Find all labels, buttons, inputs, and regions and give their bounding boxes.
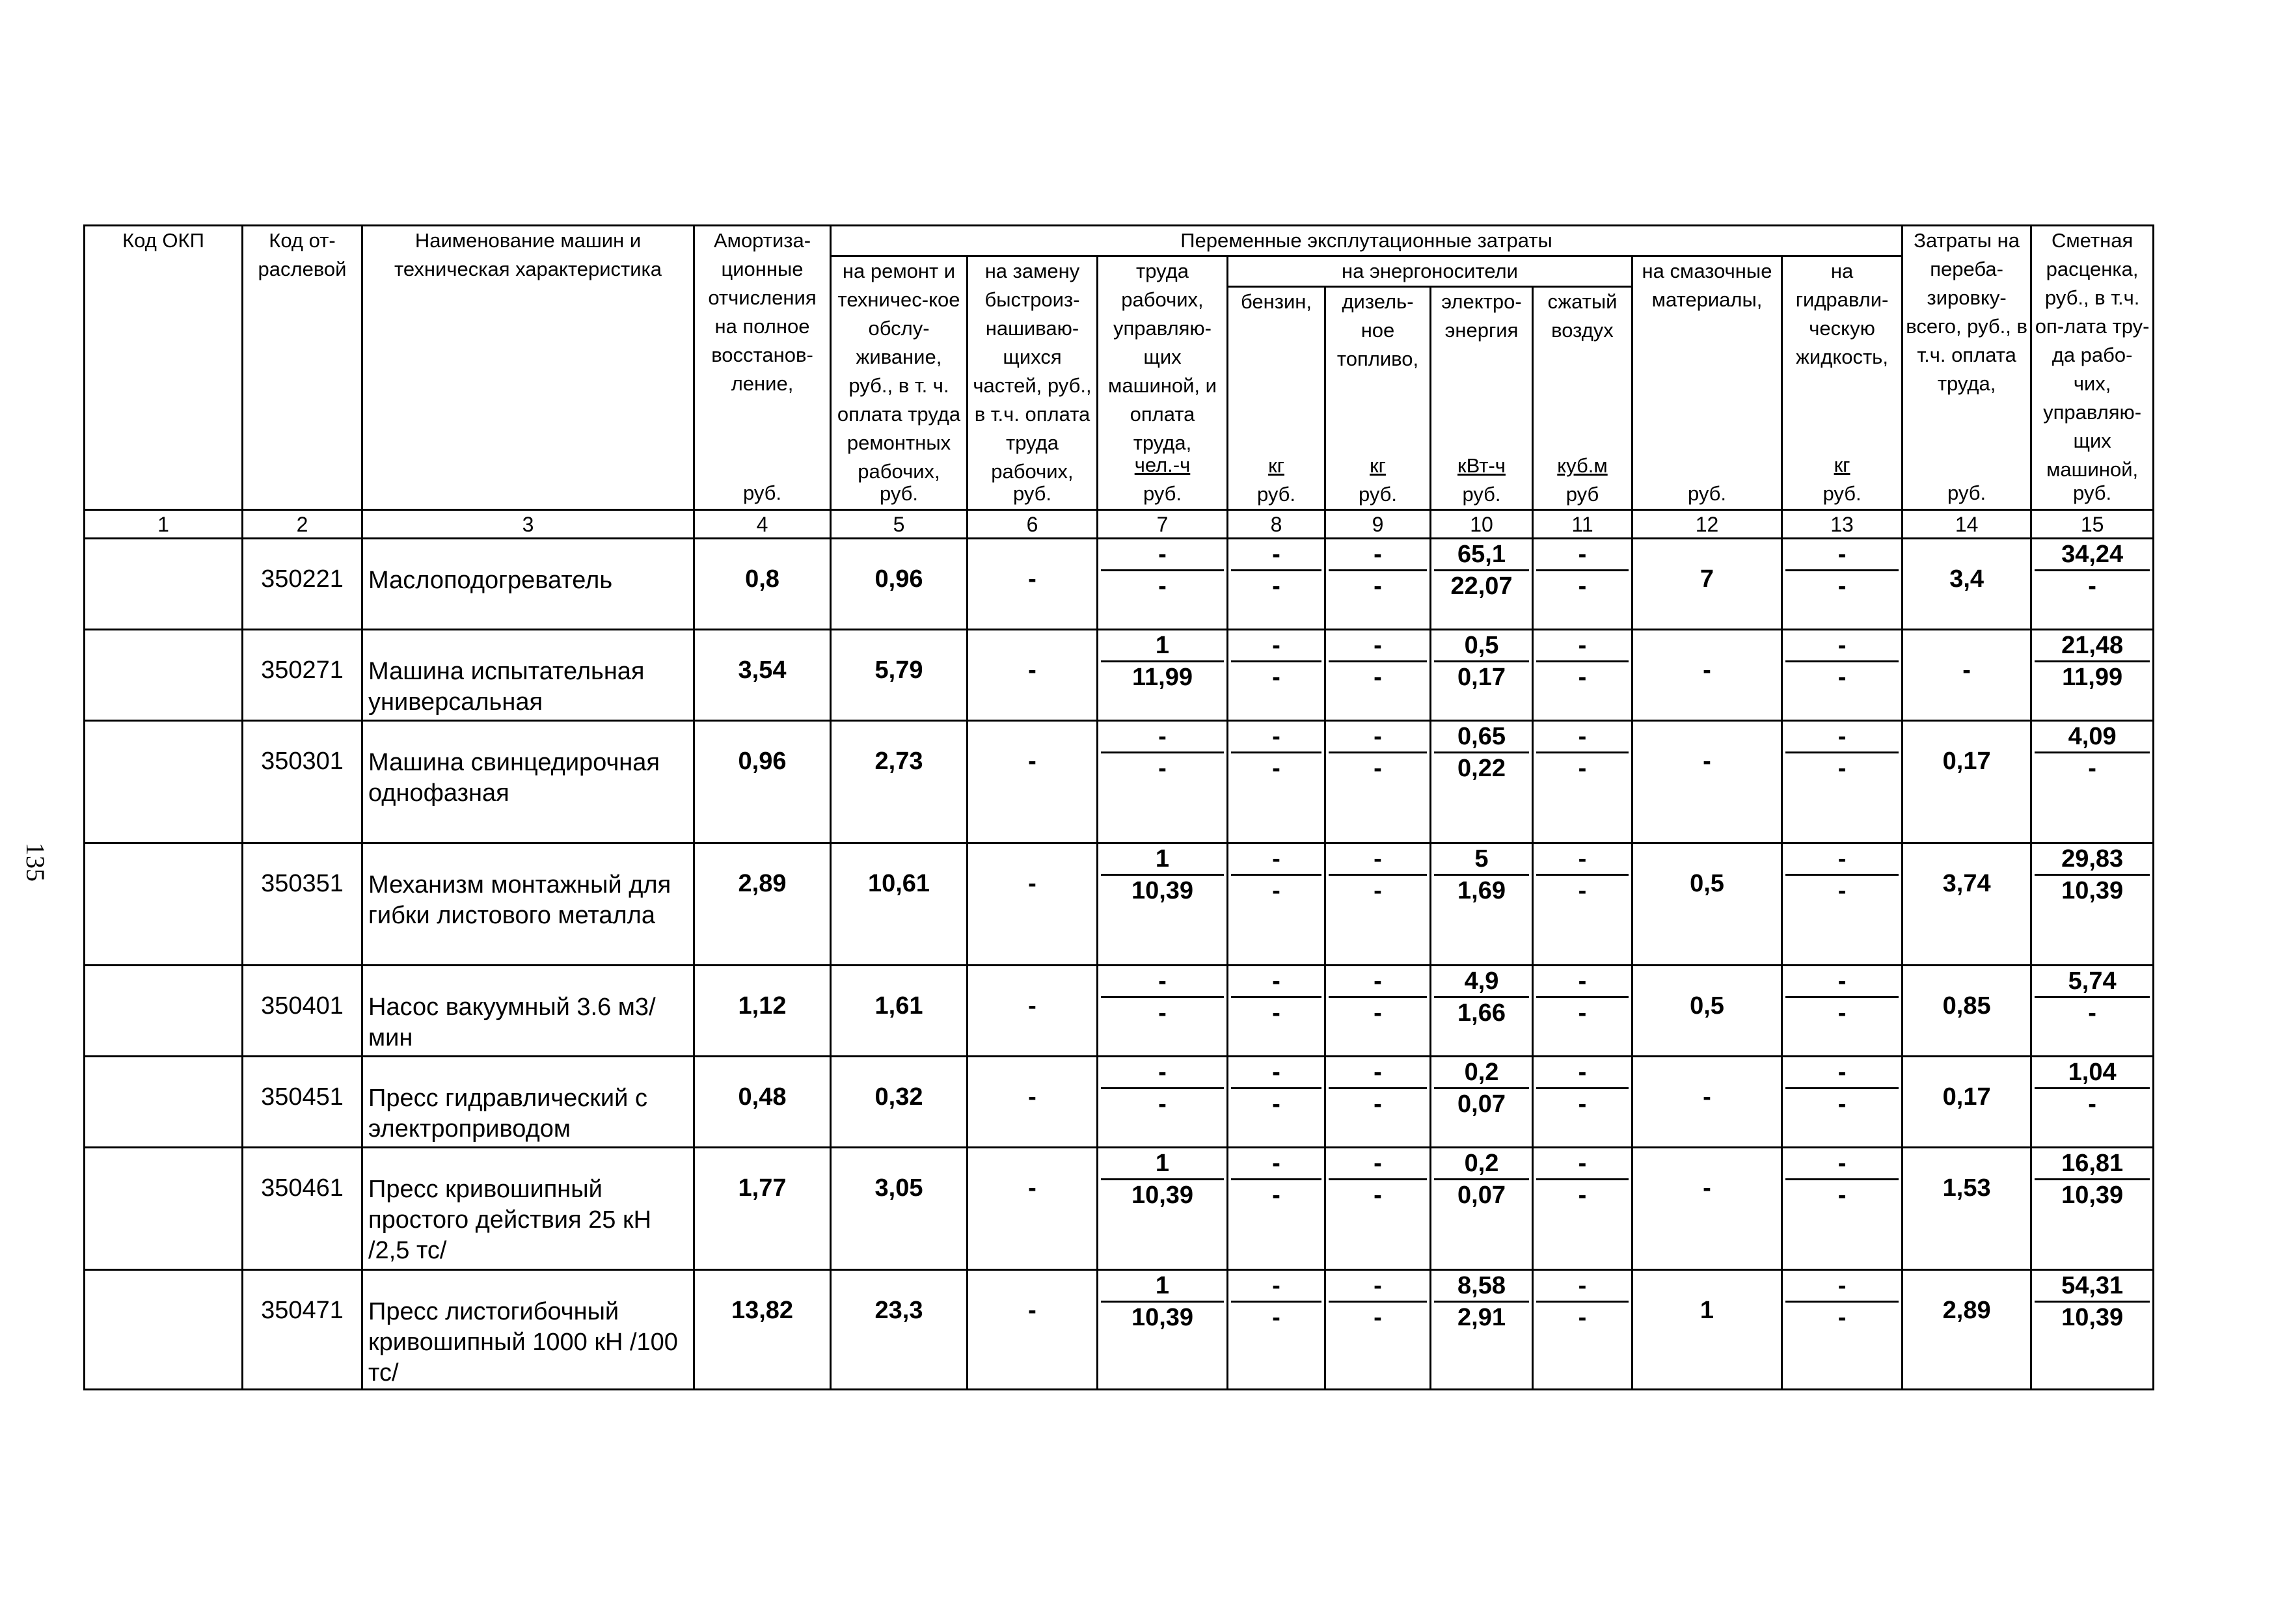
cell-value: - <box>968 1148 1098 1270</box>
cell-value-top: 1 <box>1101 844 1224 876</box>
cell-value-top: 21,48 <box>2035 630 2150 662</box>
cell-value: 0,17 <box>1903 721 2031 843</box>
cell-value: 7 <box>1632 539 1782 630</box>
okp-cell <box>85 630 243 721</box>
cell-value-top: - <box>1101 966 1224 998</box>
stacked-cell <box>1098 1270 1228 1390</box>
cell-value: - <box>968 630 1098 721</box>
machine-name-cell: Маслоподогреватель <box>362 539 694 630</box>
stacked-cell <box>1098 1148 1228 1270</box>
stacked-cell <box>1533 843 1632 966</box>
okp-cell <box>85 1270 243 1390</box>
table-row <box>85 1270 2154 1390</box>
branch-code-cell: 350461 <box>243 1148 362 1270</box>
stacked-cell <box>1431 1270 1533 1390</box>
cell-value-top: 4,9 <box>1434 966 1529 998</box>
cell-value: - <box>1632 721 1782 843</box>
cell-value: - <box>968 1057 1098 1148</box>
cell-value: 0,8 <box>694 539 831 630</box>
stacked-cell <box>1431 966 1533 1057</box>
stacked-cell <box>1228 539 1325 630</box>
stacked-cell <box>1325 630 1431 721</box>
cell-value-top: 65,1 <box>1434 539 1529 571</box>
stacked-cell <box>1431 1057 1533 1148</box>
stacked-cell <box>1098 721 1228 843</box>
cell-value-top: - <box>1785 1271 1899 1303</box>
table-row <box>85 721 2154 843</box>
header-air: сжатый воздух куб.м руб <box>1533 287 1632 510</box>
cell-value-top: - <box>1536 539 1629 571</box>
okp-cell <box>85 1148 243 1270</box>
cell-value-top: 0,65 <box>1434 722 1529 753</box>
cell-value: - <box>1632 1057 1782 1148</box>
cell-value-bottom: 11,99 <box>2062 664 2123 691</box>
cell-value-top: - <box>1785 539 1899 571</box>
cell-value-top: - <box>1101 1057 1224 1089</box>
cell-value-top: 54,31 <box>2035 1271 2150 1303</box>
cell-value-bottom: - <box>1272 1304 1280 1331</box>
table-row <box>85 966 2154 1057</box>
cell-value: - <box>968 966 1098 1057</box>
cell-value-top: - <box>1329 1148 1427 1180</box>
cell-value-bottom: - <box>1578 755 1587 782</box>
cell-value: 3,74 <box>1903 843 2031 966</box>
cell-value: 0,48 <box>694 1057 831 1148</box>
cell-value-bottom: - <box>1837 573 1847 600</box>
stacked-cell <box>1782 1057 1903 1148</box>
cell-value-top: - <box>1785 722 1899 753</box>
cell-value-bottom: - <box>1837 664 1847 691</box>
stacked-cell <box>1782 539 1903 630</box>
header-branch-code: Код от-раслевой <box>243 226 362 510</box>
stacked-cell <box>2031 966 2154 1057</box>
stacked-cell <box>2031 1057 2154 1148</box>
machine-name-cell: Насос вакуумный 3.6 м3/мин <box>362 966 694 1057</box>
cell-value-bottom: - <box>1374 755 1382 782</box>
cell-value: 2,73 <box>831 721 968 843</box>
header-amortization: Амортиза-ционные отчисления на полное восстанов-ление, руб. <box>694 226 831 510</box>
cell-value: 10,61 <box>831 843 968 966</box>
stacked-cell <box>2031 630 2154 721</box>
header-electric: электро-энергия кВт-ч руб. <box>1431 287 1533 510</box>
cell-value-bottom: - <box>1374 1090 1382 1118</box>
cell-value: 0,85 <box>1903 966 2031 1057</box>
okp-cell <box>85 539 243 630</box>
column-number: 1 <box>85 510 243 539</box>
cell-value: 23,3 <box>831 1270 968 1390</box>
cell-value-bottom: 1,69 <box>1457 877 1506 904</box>
cell-value-top: 1 <box>1101 1271 1224 1303</box>
cell-value: 1,61 <box>831 966 968 1057</box>
table-row <box>85 843 2154 966</box>
cell-value-bottom: - <box>1837 877 1847 904</box>
cell-value: - <box>968 721 1098 843</box>
column-number: 10 <box>1431 510 1533 539</box>
cell-value: 0,96 <box>694 721 831 843</box>
cell-value-bottom: - <box>1837 1090 1847 1118</box>
okp-cell <box>85 843 243 966</box>
cell-value: 1 <box>1632 1270 1782 1390</box>
cell-value-bottom: - <box>1272 877 1280 904</box>
cell-value-bottom: - <box>1837 1182 1847 1209</box>
machine-name-cell: Механизм монтажный для гибки листового металла <box>362 843 694 966</box>
cell-value-top: - <box>1536 722 1629 753</box>
header-lubricants: на смазочные материалы, руб. <box>1632 256 1782 510</box>
cell-value-bottom: 10,39 <box>2061 1182 2124 1209</box>
cell-value-bottom: - <box>1158 999 1167 1027</box>
header-labor: труда рабочих, управляю-щих машиной, и оплата труда, чел.-ч руб. <box>1098 256 1228 510</box>
stacked-cell <box>1228 1148 1325 1270</box>
cell-value-bottom: 10,39 <box>1131 877 1194 904</box>
stacked-cell <box>1228 1057 1325 1148</box>
cell-value-bottom: 0,07 <box>1457 1090 1506 1118</box>
stacked-cell <box>1325 1148 1431 1270</box>
stacked-cell <box>1782 1148 1903 1270</box>
cell-value-top: 0,5 <box>1434 630 1529 662</box>
cell-value: 0,32 <box>831 1057 968 1148</box>
machine-name-cell: Пресс кривошипный простого действия 25 кН /2,5 тс/ <box>362 1148 694 1270</box>
cell-value-bottom: 1,66 <box>1457 999 1506 1027</box>
cell-value-bottom: 10,39 <box>2061 877 2124 904</box>
okp-cell <box>85 966 243 1057</box>
cell-value-bottom: - <box>1272 755 1280 782</box>
machine-name-cell: Пресс листогибочный кривошипный 1000 кН /100 тс/ <box>362 1270 694 1390</box>
page-number: 135 <box>21 843 50 882</box>
cell-value-bottom: - <box>1272 1182 1280 1209</box>
column-number: 7 <box>1098 510 1228 539</box>
cell-value-bottom: 0,07 <box>1457 1182 1506 1209</box>
stacked-cell <box>1098 539 1228 630</box>
header-relocation: Затраты на переба-зировку-всего, руб., в т.ч. оплата труда, руб. <box>1903 226 2031 510</box>
cell-value: 0,5 <box>1632 843 1782 966</box>
table-row <box>85 630 2154 721</box>
branch-code-cell: 350351 <box>243 843 362 966</box>
cell-value-bottom: - <box>1272 999 1280 1027</box>
cell-value: - <box>968 539 1098 630</box>
branch-code-cell: 350401 <box>243 966 362 1057</box>
header-name: Наименование машин и техническая характеристика <box>362 226 694 510</box>
cell-value-bottom: - <box>1837 755 1847 782</box>
branch-code-cell: 350451 <box>243 1057 362 1148</box>
cell-value-bottom: - <box>1374 1182 1382 1209</box>
cell-value: - <box>968 1270 1098 1390</box>
stacked-cell <box>1431 539 1533 630</box>
header-variable-costs: Переменные эксплутационные затраты <box>831 226 1903 256</box>
cell-value-top: - <box>1329 1057 1427 1089</box>
stacked-cell <box>1782 630 1903 721</box>
stacked-cell <box>1533 721 1632 843</box>
cell-value-top: - <box>1329 722 1427 753</box>
cell-value-top: - <box>1329 844 1427 876</box>
cell-value: 1,53 <box>1903 1148 2031 1270</box>
column-number: 8 <box>1228 510 1325 539</box>
cell-value-top: - <box>1785 1148 1899 1180</box>
cell-value: 3,05 <box>831 1148 968 1270</box>
cell-value-top: - <box>1231 539 1321 571</box>
cell-value: 0,5 <box>1632 966 1782 1057</box>
cell-value-top: - <box>1785 844 1899 876</box>
cell-value-top: - <box>1231 1148 1321 1180</box>
cell-value-top: - <box>1536 844 1629 876</box>
table-row <box>85 1148 2154 1270</box>
column-number: 14 <box>1903 510 2031 539</box>
column-number: 4 <box>694 510 831 539</box>
column-number: 2 <box>243 510 362 539</box>
cell-value-bottom: 2,91 <box>1457 1304 1506 1331</box>
column-numbers-row <box>85 510 2154 539</box>
cell-value-top: - <box>1329 1271 1427 1303</box>
cell-value-bottom: - <box>1578 999 1587 1027</box>
cell-value-bottom: - <box>1158 1090 1167 1118</box>
cell-value-top: - <box>1231 722 1321 753</box>
stacked-cell <box>1098 630 1228 721</box>
column-number: 15 <box>2031 510 2154 539</box>
stacked-cell <box>1325 721 1431 843</box>
cell-value: 2,89 <box>1903 1270 2031 1390</box>
cell-value: 1,77 <box>694 1148 831 1270</box>
stacked-cell <box>1431 630 1533 721</box>
cell-value: - <box>968 843 1098 966</box>
stacked-cell <box>2031 721 2154 843</box>
cell-value-top: - <box>1329 539 1427 571</box>
stacked-cell <box>2031 843 2154 966</box>
stacked-cell <box>1228 630 1325 721</box>
header-parts: на замену быстроиз-нашиваю-щихся частей, руб., в т.ч. оплата труда рабочих, руб. <box>968 256 1098 510</box>
cell-value-bottom: - <box>1578 664 1587 691</box>
stacked-cell <box>1325 539 1431 630</box>
cell-value-top: - <box>1329 966 1427 998</box>
cell-value-top: 16,81 <box>2035 1148 2150 1180</box>
stacked-cell <box>1325 1270 1431 1390</box>
column-number: 6 <box>968 510 1098 539</box>
stacked-cell <box>1533 966 1632 1057</box>
column-number: 12 <box>1632 510 1782 539</box>
cell-value-top: - <box>1231 966 1321 998</box>
cell-value-bottom: - <box>2088 573 2096 600</box>
okp-cell <box>85 721 243 843</box>
cell-value-bottom: - <box>1578 1182 1587 1209</box>
cell-value: - <box>1632 1148 1782 1270</box>
header-relocation-unit: руб. <box>1947 481 1986 504</box>
stacked-cell <box>1782 721 1903 843</box>
cell-value-bottom: - <box>1158 755 1167 782</box>
stacked-cell <box>2031 1270 2154 1390</box>
stacked-cell <box>1431 843 1533 966</box>
column-number: 5 <box>831 510 968 539</box>
stacked-cell <box>1098 843 1228 966</box>
stacked-cell <box>1431 721 1533 843</box>
cell-value-bottom: - <box>1837 1304 1847 1331</box>
cell-value-bottom: - <box>1374 999 1382 1027</box>
cell-value: - <box>1903 630 2031 721</box>
branch-code-cell: 350301 <box>243 721 362 843</box>
column-number: 13 <box>1782 510 1903 539</box>
cell-value-bottom: - <box>1374 573 1382 600</box>
cell-value-bottom: - <box>1578 1304 1587 1331</box>
cell-value-top: 29,83 <box>2035 844 2150 876</box>
cell-value-bottom: - <box>1374 1304 1382 1331</box>
cell-value-bottom: - <box>2088 1090 2096 1118</box>
cell-value-bottom: - <box>1578 1090 1587 1118</box>
cell-value-top: 1,04 <box>2035 1057 2150 1089</box>
cell-value-top: - <box>1536 630 1629 662</box>
column-number: 11 <box>1533 510 1632 539</box>
cell-value-top: - <box>1329 630 1427 662</box>
cell-value-top: - <box>1536 1271 1629 1303</box>
cell-value: 1,12 <box>694 966 831 1057</box>
cell-value: 0,96 <box>831 539 968 630</box>
cell-value-bottom: - <box>1158 573 1167 600</box>
table-row <box>85 1057 2154 1148</box>
stacked-cell <box>1533 1057 1632 1148</box>
cell-value: 13,82 <box>694 1270 831 1390</box>
cell-value-top: 5 <box>1434 844 1529 876</box>
cell-value-top: - <box>1536 1148 1629 1180</box>
table-row <box>85 539 2154 630</box>
cell-value-top: 4,09 <box>2035 722 2150 753</box>
cell-value-top: 5,74 <box>2035 966 2150 998</box>
cell-value: 0,17 <box>1903 1057 2031 1148</box>
header-okp: Код ОКП <box>85 226 243 510</box>
cell-value-top: - <box>1231 1057 1321 1089</box>
stacked-cell <box>1325 966 1431 1057</box>
column-number: 9 <box>1325 510 1431 539</box>
cell-value-bottom: - <box>1272 573 1280 600</box>
cell-value-bottom: 10,39 <box>1131 1182 1194 1209</box>
stacked-cell <box>1782 966 1903 1057</box>
stacked-cell <box>2031 539 2154 630</box>
cell-value-top: - <box>1785 966 1899 998</box>
cell-value-bottom: - <box>1272 664 1280 691</box>
header-repair: на ремонт и техничес-кое обслу-живание, руб., в т. ч. оплата труда ремонтных рабочих, руб. <box>831 256 968 510</box>
stacked-cell <box>1325 843 1431 966</box>
cell-value-top: - <box>1231 844 1321 876</box>
stacked-cell <box>1533 1270 1632 1390</box>
cell-value-top: 34,24 <box>2035 539 2150 571</box>
machine-name-cell: Машина свинцедирочная однофазная <box>362 721 694 843</box>
cell-value-bottom: 10,39 <box>1131 1304 1194 1331</box>
stacked-cell <box>1228 966 1325 1057</box>
cell-value-bottom: 0,22 <box>1457 755 1506 782</box>
header-estimate-unit: руб. <box>2073 481 2112 504</box>
branch-code-cell: 350221 <box>243 539 362 630</box>
cell-value-top: - <box>1785 630 1899 662</box>
table-body <box>85 539 2154 1390</box>
cell-value-bottom: - <box>1578 877 1587 904</box>
cell-value-top: 0,2 <box>1434 1148 1529 1180</box>
stacked-cell <box>1228 1270 1325 1390</box>
cell-value-bottom: - <box>1837 999 1847 1027</box>
cell-value-top: 1 <box>1101 1148 1224 1180</box>
header-estimate: Сметная расценка, руб., в т.ч. оп-лата тру-да рабо-чих, управляю-щих машиной, руб. <box>2031 226 2154 510</box>
stacked-cell <box>1782 1270 1903 1390</box>
cell-value-bottom: - <box>2088 755 2096 782</box>
stacked-cell <box>1533 630 1632 721</box>
cell-value-bottom: 0,17 <box>1457 664 1506 691</box>
cell-value-bottom: 10,39 <box>2061 1304 2124 1331</box>
cell-value-top: - <box>1536 966 1629 998</box>
header-petrol: бензин, кг руб. <box>1228 287 1325 510</box>
cell-value-top: - <box>1101 722 1224 753</box>
cell-value-top: - <box>1785 1057 1899 1089</box>
stacked-cell <box>1228 721 1325 843</box>
stacked-cell <box>1098 1057 1228 1148</box>
machine-name-cell: Машина испытательная универсальная <box>362 630 694 721</box>
stacked-cell <box>1325 1057 1431 1148</box>
cell-value-top: - <box>1536 1057 1629 1089</box>
cell-value: 3,4 <box>1903 539 2031 630</box>
cell-value-bottom: - <box>1374 664 1382 691</box>
stacked-cell <box>1431 1148 1533 1270</box>
cell-value-top: - <box>1231 630 1321 662</box>
cell-value-top: 1 <box>1101 630 1224 662</box>
stacked-cell <box>1228 843 1325 966</box>
cell-value-top: 8,58 <box>1434 1271 1529 1303</box>
cell-value: - <box>1632 630 1782 721</box>
branch-code-cell: 350471 <box>243 1270 362 1390</box>
stacked-cell <box>1782 843 1903 966</box>
cell-value: 3,54 <box>694 630 831 721</box>
stacked-cell <box>1533 539 1632 630</box>
cell-value-bottom: - <box>1272 1090 1280 1118</box>
branch-code-cell: 350271 <box>243 630 362 721</box>
okp-cell <box>85 1057 243 1148</box>
machine-name-cell: Пресс гидравлический с электроприводом <box>362 1057 694 1148</box>
stacked-cell <box>1098 966 1228 1057</box>
machine-cost-table <box>83 224 2154 1390</box>
cell-value-top: - <box>1231 1271 1321 1303</box>
cell-value-bottom: 22,07 <box>1450 573 1513 600</box>
cell-value-bottom: - <box>1578 573 1587 600</box>
cell-value-bottom: 11,99 <box>1132 664 1193 691</box>
column-number: 3 <box>362 510 694 539</box>
header-diesel: дизель-ное топливо, кг руб. <box>1325 287 1431 510</box>
header-energy: на энергоносители <box>1228 256 1632 287</box>
stacked-cell <box>2031 1148 2154 1270</box>
stacked-cell <box>1533 1148 1632 1270</box>
header-hydraulic: на гидравли-ческую жидкость, кг руб. <box>1782 256 1903 510</box>
cell-value-top: - <box>1101 539 1224 571</box>
cell-value: 5,79 <box>831 630 968 721</box>
cell-value-top: 0,2 <box>1434 1057 1529 1089</box>
cell-value-bottom: - <box>1374 877 1382 904</box>
cell-value: 2,89 <box>694 843 831 966</box>
header-amortization-unit: руб. <box>742 481 782 504</box>
cell-value-bottom: - <box>2088 999 2096 1027</box>
